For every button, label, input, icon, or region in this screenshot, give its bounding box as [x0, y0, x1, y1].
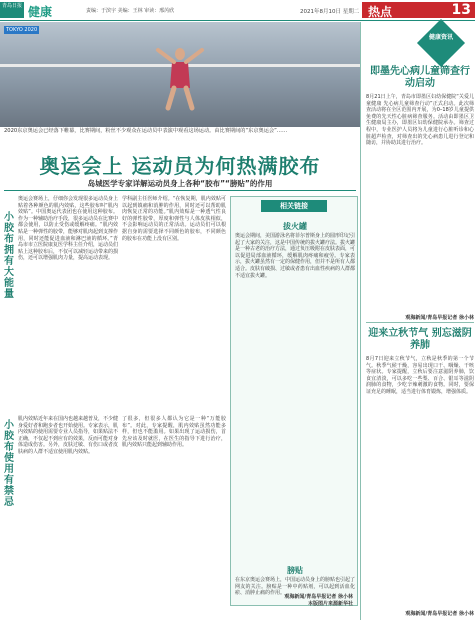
news-divider	[366, 322, 474, 323]
news-title-1: 即墨先心病儿童筛查行动启动	[370, 66, 470, 89]
photo-caption: 2020东京奥运会已经落下帷幕，比赛期间，粉丝不少观众在运动员中表演中观看这场运动。由比赛期间的“东京奥运会”……	[4, 128, 288, 134]
right-column	[362, 22, 475, 620]
page-number: 13	[451, 2, 471, 18]
editors-line: 责编：于滨宇 美编：王林 审读：邢芮欣	[86, 8, 175, 14]
newspaper-logo: 青岛日报	[0, 2, 24, 18]
article-column-2: 肌内效贴近年来在国内也越来越普及，不少健身爱好者和跑步者也开始使用。专家表示，肌内效贴的使用需要专业人员指导，如果贴法不正确，不仅起不到应有的效果，反而可能对身体造成伤害。另外，皮肤过敏、有伤口或者皮肤病的人群不适宜使用肌内效贴。	[18, 416, 119, 455]
hot-banner	[362, 2, 475, 18]
hot-label: 热点	[368, 5, 393, 19]
patch-title: 膀贴	[287, 566, 303, 575]
badge-label: 健康资讯	[428, 34, 453, 41]
article-column-1: 奥运会赛场上，仔细你会发现很多运动员身上贴着各种颜色的肌内效贴，这些胶布叫“肌内效贴”。中国奥运代表团也在使用这种胶布。作为一种辅助治疗手段，很多运动员在比赛中都会使用，以防止受伤或缓解疼痛。“肌内效贴是一种弹性的胶带，能够对肌肉起到支撑作用，同时还能促进血液和淋巴液的循环。”青岛市市立医院康复医学科主任介绍，运动员们贴上这种胶布后，不仅可以减轻运动带来的损伤，还可以增强肌肉力量，提高运动表现。	[18, 196, 119, 262]
cupping-text: 奥运会期间，美国游泳名将菲尔普斯身上的圆形印记引起了大家的关注，这是中国传统的拔火罐疗法。拔火罐是一种古老的治疗方法，通过负压吸附在皮肤表面，可以促进局部血液循环，缓解肌肉疼痛和疲劳。专家表示，拔火罐虽然有一定的保健作用，但并不是所有人都适合。皮肤有破损、过敏或者患有出血性疾病的人群都不适宜拔火罐。	[235, 233, 356, 279]
health-news-badge	[416, 26, 466, 62]
athlete-figure	[150, 40, 210, 110]
side-title-top: 小胶布拥有大能量	[4, 212, 14, 300]
article-column-3: 学科副主任医师介绍。“在恢复期，肌内效贴可以起到镇痛和消肿的作用，同时还可以帮助肌肉恢复正常的功能。”肌内效贴是一种透气性良好的弹性胶带，厚度和弹性与人体皮肤相似，不会影响运动员的正常活动。运动员们可以根据自身的需要选择不同颜色的胶布，不同颜色的胶布在功能上没有区别。	[122, 196, 226, 242]
header-divider	[0, 20, 475, 21]
issue-date: 2021年8月10日 星期二	[300, 9, 360, 15]
related-tag: 相关链接	[261, 200, 327, 212]
news-text-2: 8月7日迎来立秋节气，立秋是秋季的第一个节气。秋季气候干燥，容易出现口干、咽燥、干咳等症状。专家提醒，立秋后要注意滋阴养肺，饮食宜清淡，可以多吃一些梨、百合、银耳等滋阴润肺的食物，少吃辛辣刺激的食物。同时，要保证充足的睡眠，适当进行体育锻炼，增强体质。	[366, 356, 474, 395]
news-text-1: 8月21日上午，青岛市即墨区妇幼保健院“关爱儿童健康 先心病儿童筛查行动”正式启动。此次筛查活动将在全区范围内开展，为0–18岁儿童提供免费的先天性心脏病筛查服务。活动由即墨区卫生健康局主办，即墨区妇幼保健院承办。筛查过程中，专业医护人员将为儿童进行心脏听诊和心脏超声检查，对筛查出的先心病患儿进行登记和随访，并协助其进行治疗。	[366, 94, 474, 147]
article-column-4: 了很多，但很多人都认为它是一种“万能胶布”。对此，专家提醒，肌内效贴虽然功能多样，但也不能滥用。如果出现了运动损伤，首先应该及时就医，在医生的指导下进行治疗，肌内效贴只能起到辅助作用。	[122, 416, 226, 449]
news-credit-1: 观海新闻/青岛早报记者 徐小林	[405, 315, 474, 321]
related-links-box	[230, 196, 358, 606]
badge-shape	[417, 19, 465, 67]
news-title-2: 迎来立秋节气 别忘滋阴养肺	[368, 328, 472, 351]
main-headline: 奥运会上 运动员为何热满胶布	[39, 154, 321, 178]
news-credit-2: 观海新闻/青岛早报记者 徐小林	[405, 611, 474, 617]
page-header	[0, 0, 475, 20]
patch-text: 在东京奥运会赛场上，中国运动员身上的膀贴也引起了网友的关注。膀贴是一种中药贴剂，可以起到活血化瘀、消肿止痛的作用。	[235, 577, 356, 597]
photo-source: 本版图片来源新华社	[307, 601, 353, 607]
box-credit: 观海新闻/青岛早报记者 徐小林	[284, 594, 353, 600]
main-subheadline: 岛城医学专家详解运动员身上各种“胶布”“膀贴”的作用	[87, 179, 273, 188]
cupping-title: 拔火罐	[283, 222, 307, 231]
photo-label: TOKYO 2020	[6, 27, 38, 33]
gymnast-photo	[0, 22, 360, 127]
section-title: 健康	[28, 5, 53, 19]
side-title-bottom: 小胶布使用有禁忌	[4, 420, 14, 508]
headline-divider	[4, 190, 356, 191]
column-divider	[360, 22, 361, 620]
